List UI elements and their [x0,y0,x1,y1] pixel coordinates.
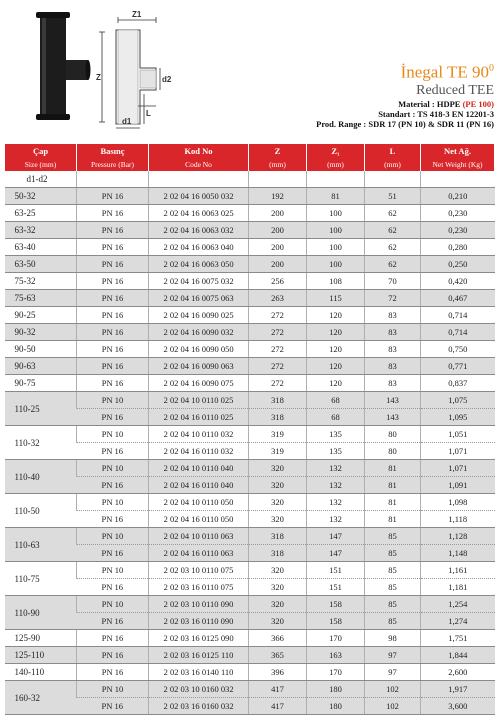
empty-cell [249,171,307,188]
pressure-cell: PN 16 [77,511,149,528]
column-header: Kod No [149,144,249,158]
table-header [5,144,495,171]
z1-cell: 170 [307,630,365,647]
z-cell: 200 [249,205,307,222]
z1-cell: 132 [307,460,365,477]
pressure-cell: PN 10 [77,460,149,477]
l-cell: 81 [365,460,421,477]
z-cell: 417 [249,698,307,715]
code-cell: 2 02 04 16 0110 032 [149,443,249,460]
z1-cell: 120 [307,307,365,324]
standard-spec: Standart : TS 418-3 EN 12201-3 [378,108,494,119]
table-row [5,222,495,239]
column-header: L [365,144,421,158]
dim-d1: d1 [122,117,132,126]
pressure-cell: PN 10 [77,681,149,698]
z1-cell: 135 [307,426,365,443]
l-cell: 83 [365,358,421,375]
pressure-cell: PN 16 [77,256,149,273]
weight-cell: 0,750 [421,341,495,358]
code-cell: 2 02 04 16 0063 050 [149,256,249,273]
size-cell: 75-32 [5,273,77,290]
z-cell: 272 [249,307,307,324]
z1-cell: 180 [307,698,365,715]
size-cell: 110-63 [5,528,77,562]
code-cell: 2 02 04 16 0063 032 [149,222,249,239]
code-cell: 2 02 04 10 0110 025 [149,392,249,409]
pressure-cell: PN 16 [77,613,149,630]
l-cell: 85 [365,562,421,579]
code-cell: 2 02 03 16 0140 110 [149,664,249,681]
weight-cell: 0,280 [421,239,495,256]
table-row [5,681,495,698]
size-cell: 110-32 [5,426,77,460]
l-cell: 83 [365,341,421,358]
size-cell: 125-90 [5,630,77,647]
z1-cell: 158 [307,596,365,613]
weight-cell: 1,148 [421,545,495,562]
z-cell: 318 [249,545,307,562]
dim-z: Z [96,73,101,82]
pressure-cell: PN 16 [77,290,149,307]
table-row [5,613,495,630]
l-cell: 81 [365,511,421,528]
tee-fitting-photo [28,10,90,122]
table-row [5,562,495,579]
l-cell: 81 [365,494,421,511]
weight-cell: 0,771 [421,358,495,375]
z-cell: 200 [249,222,307,239]
z-cell: 272 [249,358,307,375]
z-cell: 320 [249,613,307,630]
l-cell: 102 [365,698,421,715]
weight-cell: 1,274 [421,613,495,630]
code-cell: 2 02 04 16 0063 040 [149,239,249,256]
size-cell: 110-75 [5,562,77,596]
pressure-cell: PN 10 [77,392,149,409]
column-subheader: Pressure (Bar) [77,158,149,171]
z-cell: 366 [249,630,307,647]
code-cell: 2 02 04 16 0090 075 [149,375,249,392]
empty-cell [149,171,249,188]
column-header: Basınç [77,144,149,158]
l-cell: 72 [365,290,421,307]
z1-cell: 68 [307,392,365,409]
table-row [5,511,495,528]
weight-cell: 3,600 [421,698,495,715]
code-cell: 2 02 04 10 0110 050 [149,494,249,511]
z1-cell: 132 [307,511,365,528]
l-cell: 62 [365,256,421,273]
weight-cell: 0,250 [421,256,495,273]
pressure-cell: PN 16 [77,341,149,358]
z-cell: 192 [249,188,307,205]
code-cell: 2 02 03 16 0125 090 [149,630,249,647]
z1-cell: 120 [307,375,365,392]
weight-cell: 0,210 [421,188,495,205]
pressure-cell: PN 16 [77,698,149,715]
l-cell: 102 [365,681,421,698]
column-subheader: (mm) [365,158,421,171]
pressure-cell: PN 10 [77,426,149,443]
size-cell: 90-50 [5,341,77,358]
l-cell: 80 [365,426,421,443]
z-cell: 320 [249,579,307,596]
z-cell: 320 [249,477,307,494]
table-row [5,171,495,188]
l-cell: 62 [365,205,421,222]
empty-cell [77,171,149,188]
size-cell: 110-40 [5,460,77,494]
code-cell: 2 02 04 16 0075 063 [149,290,249,307]
size-cell: 90-32 [5,324,77,341]
pressure-cell: PN 16 [77,545,149,562]
z-cell: 318 [249,409,307,426]
size-cell: 63-50 [5,256,77,273]
pressure-cell: PN 10 [77,596,149,613]
table-row [5,188,495,205]
z1-cell: 100 [307,239,365,256]
pressure-cell: PN 16 [77,375,149,392]
code-cell: 2 02 03 10 0110 075 [149,562,249,579]
size-cell: 90-63 [5,358,77,375]
code-cell: 2 02 03 16 0125 110 [149,647,249,664]
z1-cell: 158 [307,613,365,630]
z1-cell: 120 [307,341,365,358]
table-row [5,307,495,324]
table-row [5,460,495,477]
z-cell: 272 [249,341,307,358]
product-info [316,60,494,129]
l-cell: 143 [365,392,421,409]
code-cell: 2 02 04 16 0110 040 [149,477,249,494]
product-title: İnegal TE $90^0$ [400,62,494,82]
code-cell: 2 02 03 10 0110 090 [149,596,249,613]
code-cell: 2 02 03 10 0160 032 [149,681,249,698]
size-label: d1-d2 [5,171,77,188]
z-cell: 318 [249,528,307,545]
l-cell: 85 [365,596,421,613]
code-cell: 2 02 04 16 0075 032 [149,273,249,290]
code-cell: 2 02 03 16 0160 032 [149,698,249,715]
table-row [5,273,495,290]
code-cell: 2 02 04 10 0110 063 [149,528,249,545]
table-row [5,647,495,664]
table-row [5,477,495,494]
column-subheader: Code No [149,158,249,171]
table-row [5,324,495,341]
z-cell: 320 [249,494,307,511]
weight-cell: 1,254 [421,596,495,613]
z-cell: 417 [249,681,307,698]
column-subheader: Net Weight (Kg) [421,158,495,171]
l-cell: 85 [365,545,421,562]
size-cell: 140-110 [5,664,77,681]
table-row [5,443,495,460]
l-cell: 80 [365,443,421,460]
pressure-cell: PN 16 [77,239,149,256]
code-cell: 2 02 03 16 0110 090 [149,613,249,630]
column-header: Çap [5,144,77,158]
code-cell: 2 02 04 16 0090 032 [149,324,249,341]
z-cell: 320 [249,511,307,528]
weight-cell: 1,098 [421,494,495,511]
table-row [5,494,495,511]
table-row [5,579,495,596]
l-cell: 83 [365,324,421,341]
z1-cell: 81 [307,188,365,205]
l-cell: 83 [365,375,421,392]
weight-cell: 1,118 [421,511,495,528]
weight-cell: 0,714 [421,324,495,341]
z1-cell: 132 [307,477,365,494]
l-cell: 85 [365,613,421,630]
code-cell: 2 02 04 16 0063 025 [149,205,249,222]
weight-cell: 2,600 [421,664,495,681]
pressure-cell: PN 16 [77,477,149,494]
column-subheader: (mm) [249,158,307,171]
weight-cell: 0,230 [421,222,495,239]
size-cell: 160-32 [5,681,77,715]
weight-cell: 1,071 [421,460,495,477]
z1-cell: 100 [307,256,365,273]
size-cell: 75-63 [5,290,77,307]
z-cell: 272 [249,324,307,341]
size-cell: 63-25 [5,205,77,222]
z-cell: 365 [249,647,307,664]
table-row [5,528,495,545]
size-cell: 110-90 [5,596,77,630]
z1-cell: 147 [307,545,365,562]
code-cell: 2 02 04 16 0090 025 [149,307,249,324]
pressure-cell: PN 16 [77,630,149,647]
weight-cell: 1,161 [421,562,495,579]
pressure-cell: PN 16 [77,307,149,324]
z1-cell: 151 [307,579,365,596]
weight-cell: 1,075 [421,392,495,409]
size-cell: 110-25 [5,392,77,426]
code-cell: 2 02 04 10 0110 032 [149,426,249,443]
size-cell: 125-110 [5,647,77,664]
l-cell: 81 [365,477,421,494]
l-cell: 51 [365,188,421,205]
weight-cell: 0,467 [421,290,495,307]
pressure-cell: PN 16 [77,273,149,290]
pressure-cell: PN 16 [77,358,149,375]
z-cell: 318 [249,392,307,409]
size-cell: 110-50 [5,494,77,528]
z1-cell: 135 [307,443,365,460]
table-row [5,664,495,681]
table-row [5,341,495,358]
l-cell: 70 [365,273,421,290]
l-cell: 83 [365,307,421,324]
column-header: Z₁ [307,144,365,158]
table-row [5,426,495,443]
z-cell: 200 [249,239,307,256]
l-cell: 143 [365,409,421,426]
z1-cell: 120 [307,324,365,341]
weight-cell: 1,071 [421,443,495,460]
product-subtitle: Reduced TEE [416,82,494,98]
weight-cell: 0,230 [421,205,495,222]
weight-cell: 1,091 [421,477,495,494]
pressure-cell: PN 10 [77,562,149,579]
pressure-cell: PN 16 [77,409,149,426]
table-row [5,205,495,222]
weight-cell: 1,917 [421,681,495,698]
column-subheader: (mm) [307,158,365,171]
product-header [0,0,498,138]
table-row [5,375,495,392]
weight-cell: 1,128 [421,528,495,545]
z1-cell: 108 [307,273,365,290]
z1-cell: 115 [307,290,365,307]
material-spec: Material : HDPE (PE 100) [398,98,494,109]
weight-cell: 1,051 [421,426,495,443]
z-cell: 263 [249,290,307,307]
z1-cell: 100 [307,222,365,239]
weight-cell: 1,844 [421,647,495,664]
pressure-cell: PN 16 [77,205,149,222]
table-row [5,409,495,426]
code-cell: 2 02 04 16 0090 050 [149,341,249,358]
z1-cell: 151 [307,562,365,579]
pressure-cell: PN 16 [77,188,149,205]
weight-cell: 1,095 [421,409,495,426]
z1-cell: 120 [307,358,365,375]
code-cell: 2 02 04 16 0110 025 [149,409,249,426]
pressure-cell: PN 16 [77,222,149,239]
code-cell: 2 02 04 16 0050 032 [149,188,249,205]
empty-cell [365,171,421,188]
dim-d2: d2 [162,75,172,84]
z-cell: 320 [249,596,307,613]
pressure-cell: PN 16 [77,579,149,596]
code-cell: 2 02 03 16 0110 075 [149,579,249,596]
z-cell: 319 [249,426,307,443]
weight-cell: 0,714 [421,307,495,324]
size-cell: 50-32 [5,188,77,205]
table-row [5,239,495,256]
l-cell: 97 [365,647,421,664]
table-row [5,290,495,307]
l-cell: 62 [365,222,421,239]
weight-cell: 0,420 [421,273,495,290]
z-cell: 319 [249,443,307,460]
l-cell: 98 [365,630,421,647]
pressure-cell: PN 10 [77,494,149,511]
dimension-table [4,144,495,715]
z-cell: 200 [249,256,307,273]
z-cell: 272 [249,375,307,392]
code-cell: 2 02 04 10 0110 040 [149,460,249,477]
column-subheader: Size (mm) [5,158,77,171]
empty-cell [307,171,365,188]
size-cell: 63-32 [5,222,77,239]
table-body [5,171,495,715]
table-row [5,256,495,273]
pressure-cell: PN 10 [77,528,149,545]
dim-z1: Z1 [132,10,142,19]
z1-cell: 68 [307,409,365,426]
code-cell: 2 02 04 16 0110 050 [149,511,249,528]
code-cell: 2 02 04 16 0090 063 [149,358,249,375]
z1-cell: 170 [307,664,365,681]
z-cell: 256 [249,273,307,290]
technical-drawing [98,6,208,134]
z1-cell: 147 [307,528,365,545]
z1-cell: 132 [307,494,365,511]
table-row [5,545,495,562]
range-spec: Prod. Range : SDR 17 (PN 10) & SDR 11 (PN 16) [316,118,494,129]
z-cell: 320 [249,562,307,579]
l-cell: 85 [365,579,421,596]
z1-cell: 100 [307,205,365,222]
l-cell: 97 [365,664,421,681]
column-header: Z [249,144,307,158]
empty-cell [421,171,495,188]
z1-cell: 163 [307,647,365,664]
size-cell: 63-40 [5,239,77,256]
table-row [5,596,495,613]
weight-cell: 1,181 [421,579,495,596]
table-row [5,698,495,715]
table-row [5,392,495,409]
z1-cell: 180 [307,681,365,698]
weight-cell: 1,751 [421,630,495,647]
z-cell: 320 [249,460,307,477]
code-cell: 2 02 04 16 0110 063 [149,545,249,562]
z-cell: 396 [249,664,307,681]
dim-l: L [146,109,151,118]
column-header: Net Ağ. [421,144,495,158]
pressure-cell: PN 16 [77,324,149,341]
table-row [5,630,495,647]
pressure-cell: PN 16 [77,647,149,664]
size-cell: 90-75 [5,375,77,392]
pressure-cell: PN 16 [77,443,149,460]
size-cell: 90-25 [5,307,77,324]
l-cell: 62 [365,239,421,256]
weight-cell: 0,837 [421,375,495,392]
pressure-cell: PN 16 [77,664,149,681]
table-row [5,358,495,375]
l-cell: 85 [365,528,421,545]
